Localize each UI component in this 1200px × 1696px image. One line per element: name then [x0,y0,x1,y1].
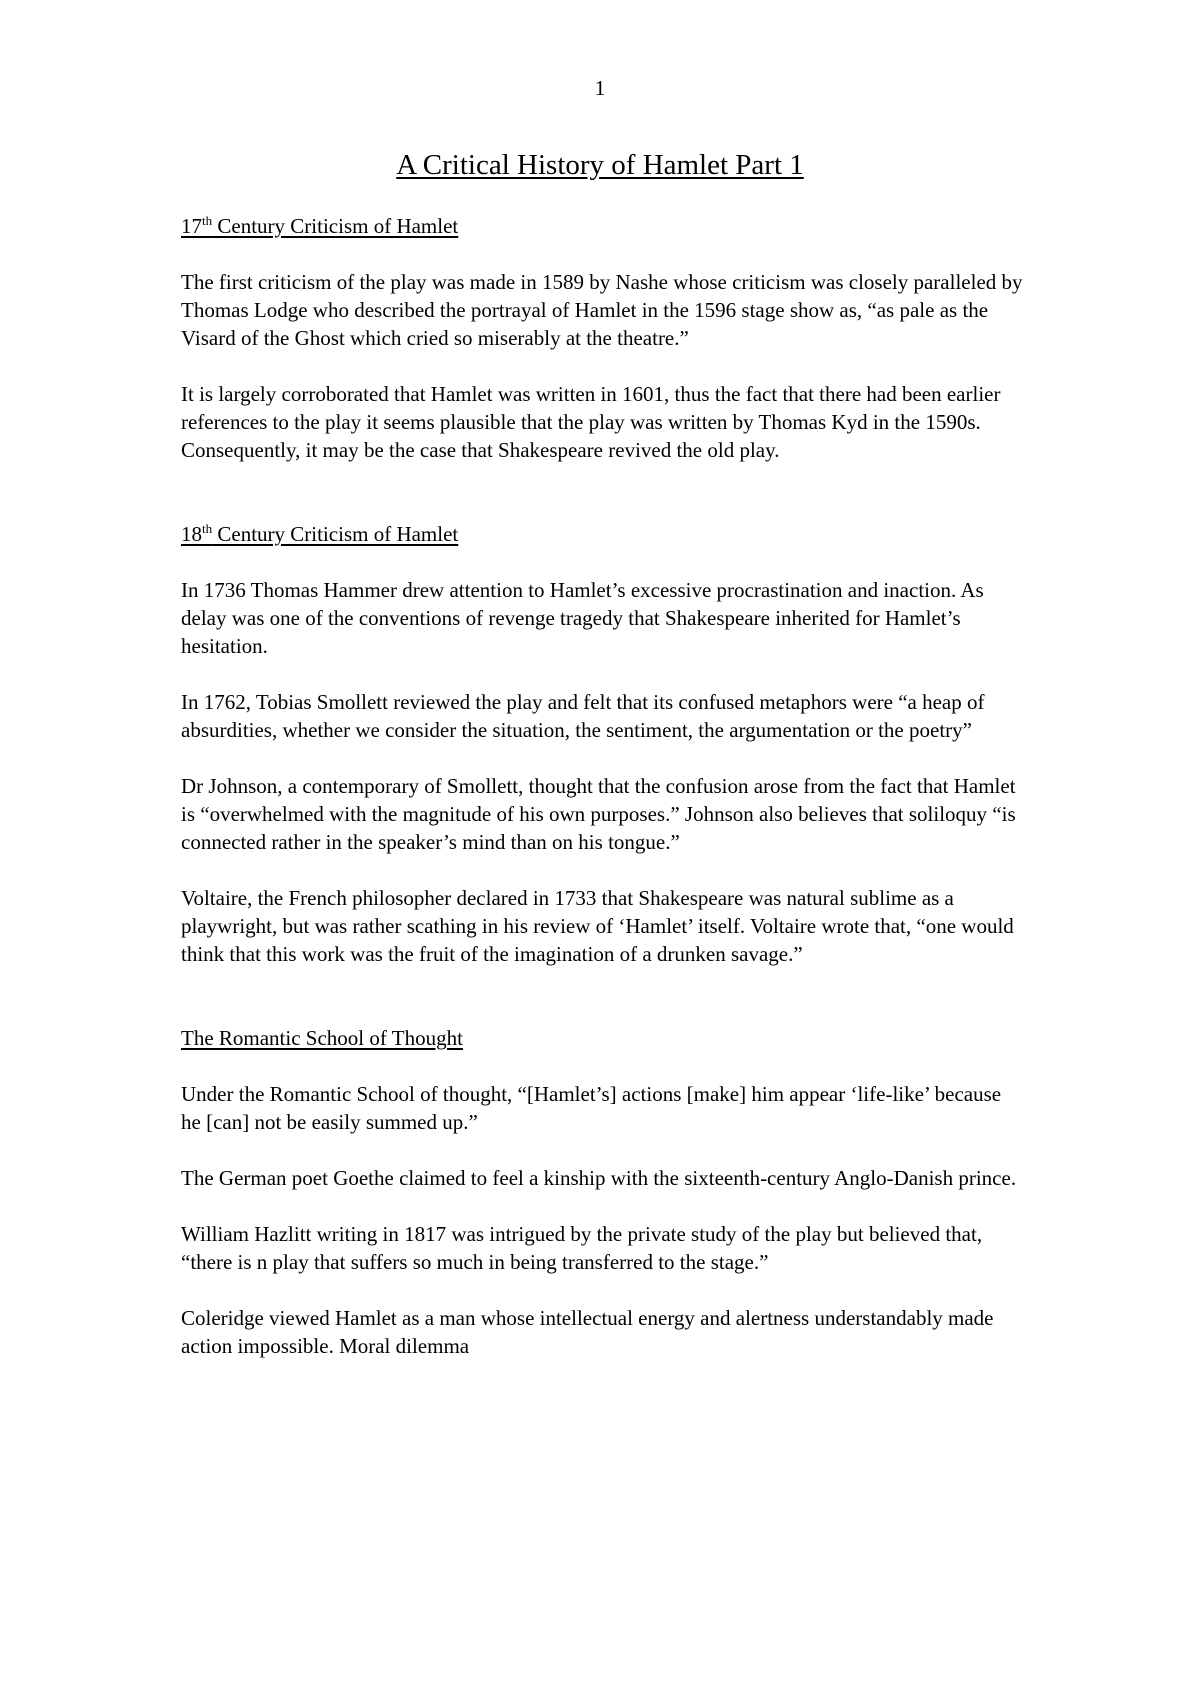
section-romantic-school [181,1024,1026,1360]
heading-text: The Romantic School of Thought [181,1026,463,1050]
paragraph: Dr Johnson, a contemporary of Smollett, thought that the confusion arose from the fact that Hamlet is “overwhelmed with the magnitude of his own purposes.” Johnson also believes that soliloquy “is connected rather in the speaker’s mind than on his tongue.” [181,774,1016,854]
heading-superscript: th [202,213,213,228]
paragraph: It is largely corroborated that Hamlet was written in 1601, thus the fact that there had been earlier references to the play it seems plausible that the play was written by Thomas Kyd in the 1590s. Consequently, it may be the case that Shakespeare revived the old play. [181,382,1001,462]
paragraph: Coleridge viewed Hamlet as a man whose intellectual energy and alertness understandably made action impossible. Moral dilemma [181,1306,994,1358]
paragraph: The German poet Goethe claimed to feel a kinship with the sixteenth-century Anglo-Danish prince. [181,1166,1017,1190]
heading-text: Century Criticism of Hamlet [212,214,459,238]
paragraph: In 1736 Thomas Hammer drew attention to Hamlet’s excessive procrastination and inaction. As delay was one of the conventions of revenge tragedy that Shakespeare inherited for Hamlet’s hesitation. [181,578,984,658]
page-number: 1 [594,76,606,100]
paragraph: The first criticism of the play was made in 1589 by Nashe whose criticism was closely paralleled by Thomas Lodge who described the portrayal of Hamlet in the 1596 stage show as, “as pale as the Visard of the Ghost which cried so miserably at the theatre.” [181,270,1023,350]
document-title-text: A Critical History of Hamlet Part 1 [396,149,804,181]
heading-superscript: th [202,521,213,536]
section-18th-century [181,520,1026,968]
document-title [0,148,1200,182]
section-heading [181,520,1026,548]
paragraph: Voltaire, the French philosopher declared in 1733 that Shakespeare was natural sublime as a playwright, but was rather scathing in his review of ‘Hamlet’ itself. Voltaire wrote that, “one would think that this work was the fruit of the imagination of a drunken savage.” [181,886,1014,966]
section-heading [181,1024,1026,1052]
paragraph: Under the Romantic School of thought, “[Hamlet’s] actions [make] him appear ‘life-like’ because he [can] not be easily summed up.” [181,1082,1002,1134]
document-body [181,212,1026,1360]
heading-number: 17 [181,214,202,238]
heading-number: 18 [181,522,202,546]
section-17th-century [181,212,1026,464]
section-heading [181,212,1026,240]
paragraph: William Hazlitt writing in 1817 was intrigued by the private study of the play but believed that, “there is n play that suffers so much in being transferred to the stage.” [181,1222,983,1274]
paragraph: In 1762, Tobias Smollett reviewed the play and felt that its confused metaphors were “a heap of absurdities, whether we consider the situation, the sentiment, the argumentation or the poetry” [181,690,985,742]
heading-text: Century Criticism of Hamlet [212,522,459,546]
